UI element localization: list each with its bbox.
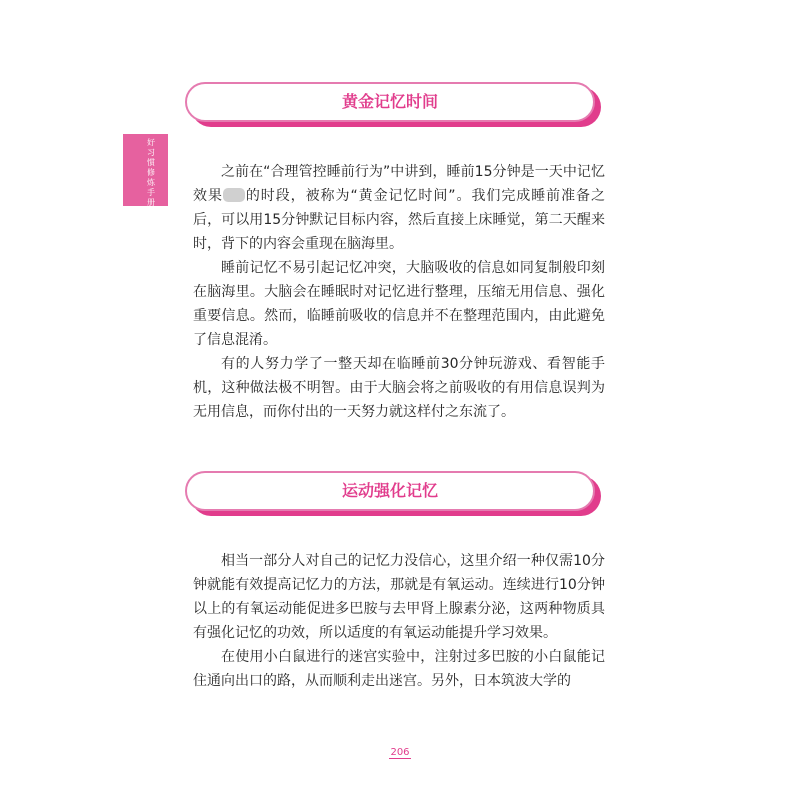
section-title: 运动强化记忆	[341, 481, 438, 500]
section-banner-golden-memory-time	[185, 82, 595, 122]
paragraph	[193, 160, 605, 256]
blurred-text-mask	[223, 188, 245, 202]
section-body-exercise-memory	[193, 549, 605, 693]
page-number-text: 206	[390, 747, 410, 758]
paragraph: 有的人努力学了一整天却在临睡前30分钟玩游戏、看智能手机，这种做法极不明智。由于大脑会将之前吸收的有用信息误判为无用信息，而你付出的一天努力就这样付之东流了。	[193, 356, 605, 420]
side-tab-label: 好习惯修炼手册	[147, 138, 155, 207]
paragraph: 相当一部分人对自己的记忆力没信心，这里介绍一种仅需10分钟就能有效提高记忆力的方法，那就是有氧运动。连续进行10分钟以上的有氧运动能促进多巴胺与去甲肾上腺素分泌，这两种物质具有强化记忆的功效，所以适度的有氧运动能提升学习效果。	[193, 553, 605, 641]
paragraph: 睡前记忆不易引起记忆冲突，大脑吸收的信息如同复制般印刻在脑海里。大脑会在睡眠时对记忆进行整理，压缩无用信息、强化重要信息。然而，临睡前吸收的信息并不在整理范围内，由此避免了信息混淆。	[193, 260, 605, 348]
page-number	[0, 747, 800, 758]
paragraph: 在使用小白鼠进行的迷宫实验中，注射过多巴胺的小白鼠能记住通向出口的路，从而顺利走出迷宫。另外，日本筑波大学的	[193, 649, 605, 689]
section-title: 黄金记忆时间	[341, 92, 438, 111]
paragraph-text: 之前在“合理管控睡前行为”中讲到，睡前15分钟是一天中记忆效果	[193, 164, 605, 204]
section-body-golden-memory-time	[193, 160, 605, 424]
paragraph-text: 的时段，被称为“黄金记忆时间”。我们完成睡前准备之后，可以用15分钟默记目标内容，然后直接上床睡觉，第二天醒来时，背下的内容会重现在脑海里。	[193, 188, 605, 252]
section-banner-exercise-memory	[185, 471, 595, 511]
